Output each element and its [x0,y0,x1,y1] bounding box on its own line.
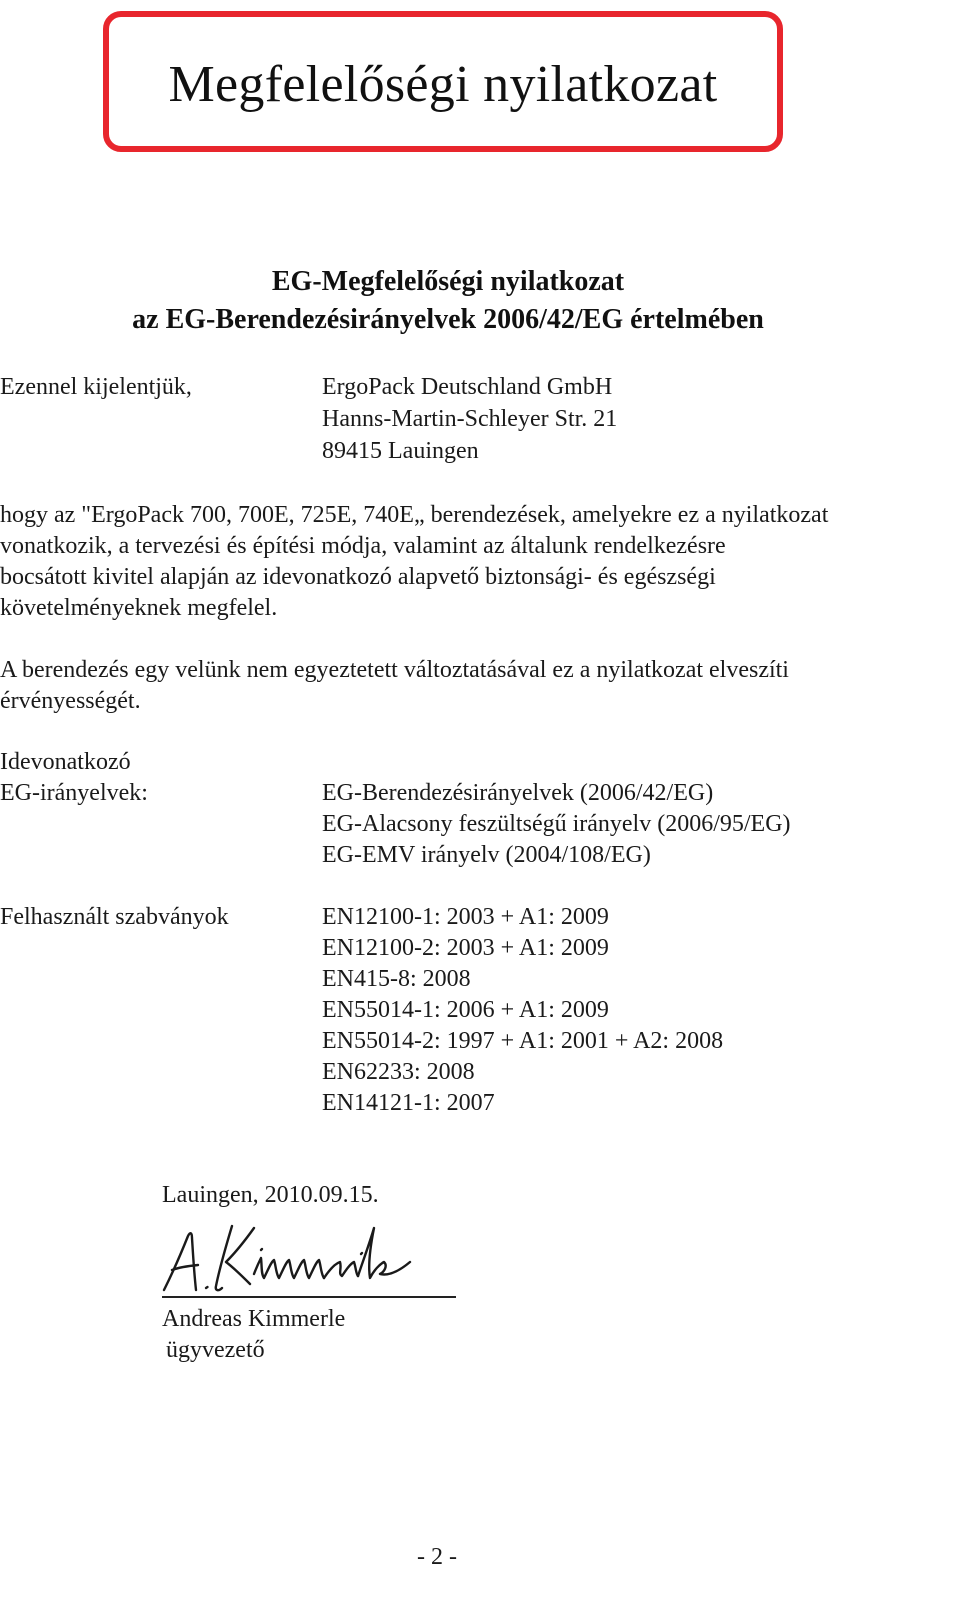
directive-item: EG-Alacsony feszültségű irányelv (2006/95/EG) [322,811,791,837]
standard-item: EN12100-2: 2003 + A1: 2009 [322,935,609,961]
paragraph-line: hogy az "ErgoPack 700, 700E, 725E, 740E„ berendezések, amelyekre ez a nyilatkozat [0,502,829,528]
paragraph-line: érvényességét. [0,688,141,714]
paragraph-line: bocsátott kivitel alapján az idevonatkozó alapvető biztonsági- és egészségi [0,564,716,590]
declaration-heading: EG-Megfelelőségi nyilatkozat [271,266,625,297]
signatory-role: ügyvezető [166,1337,265,1363]
document-title: Megfelelőségi nyilatkozat [168,56,718,113]
paragraph-line: A berendezés egy velünk nem egyeztetett változtatásával ez a nyilatkozat elveszíti [0,657,789,683]
standards-label: Felhasznált szabványok [0,904,229,930]
standard-item: EN62233: 2008 [322,1059,475,1085]
directive-item: EG-Berendezésirányelvek (2006/42/EG) [322,780,714,806]
standard-item: EN14121-1: 2007 [322,1090,495,1116]
signatory-name: Andreas Kimmerle [162,1306,346,1332]
standard-item: EN55014-2: 1997 + A1: 2001 + A2: 2008 [322,1028,724,1054]
signature-line [162,1296,456,1298]
standard-item: EN415-8: 2008 [322,966,471,992]
handwritten-signature [158,1218,428,1298]
page-number: - 2 - [417,1544,457,1570]
declaration-subheading: az EG-Berendezésirányelvek 2006/42/EG értelmében [132,304,764,335]
company-street: Hanns-Martin-Schleyer Str. 21 [322,406,618,432]
place-date: Lauingen, 2010.09.15. [162,1182,379,1208]
company-city: 89415 Lauingen [322,438,479,464]
directive-item: EG-EMV irányelv (2004/108/EG) [322,842,651,868]
company-name: ErgoPack Deutschland GmbH [322,374,613,400]
standard-item: EN55014-1: 2006 + A1: 2009 [322,997,609,1023]
title-box [103,11,783,152]
validity-paragraph [0,655,940,717]
directives-label-line1: Idevonatkozó [0,749,131,775]
declaration-label: Ezennel kijelentjük, [0,374,192,400]
paragraph-line: vonatkozik, a tervezési és építési módja, valamint az általunk rendelkezésre [0,533,726,559]
paragraph-line: követelményeknek megfelel. [0,595,278,621]
directives-label-line2: EG-irányelvek: [0,780,148,806]
conformity-paragraph [0,500,940,624]
standard-item: EN12100-1: 2003 + A1: 2009 [322,904,609,930]
